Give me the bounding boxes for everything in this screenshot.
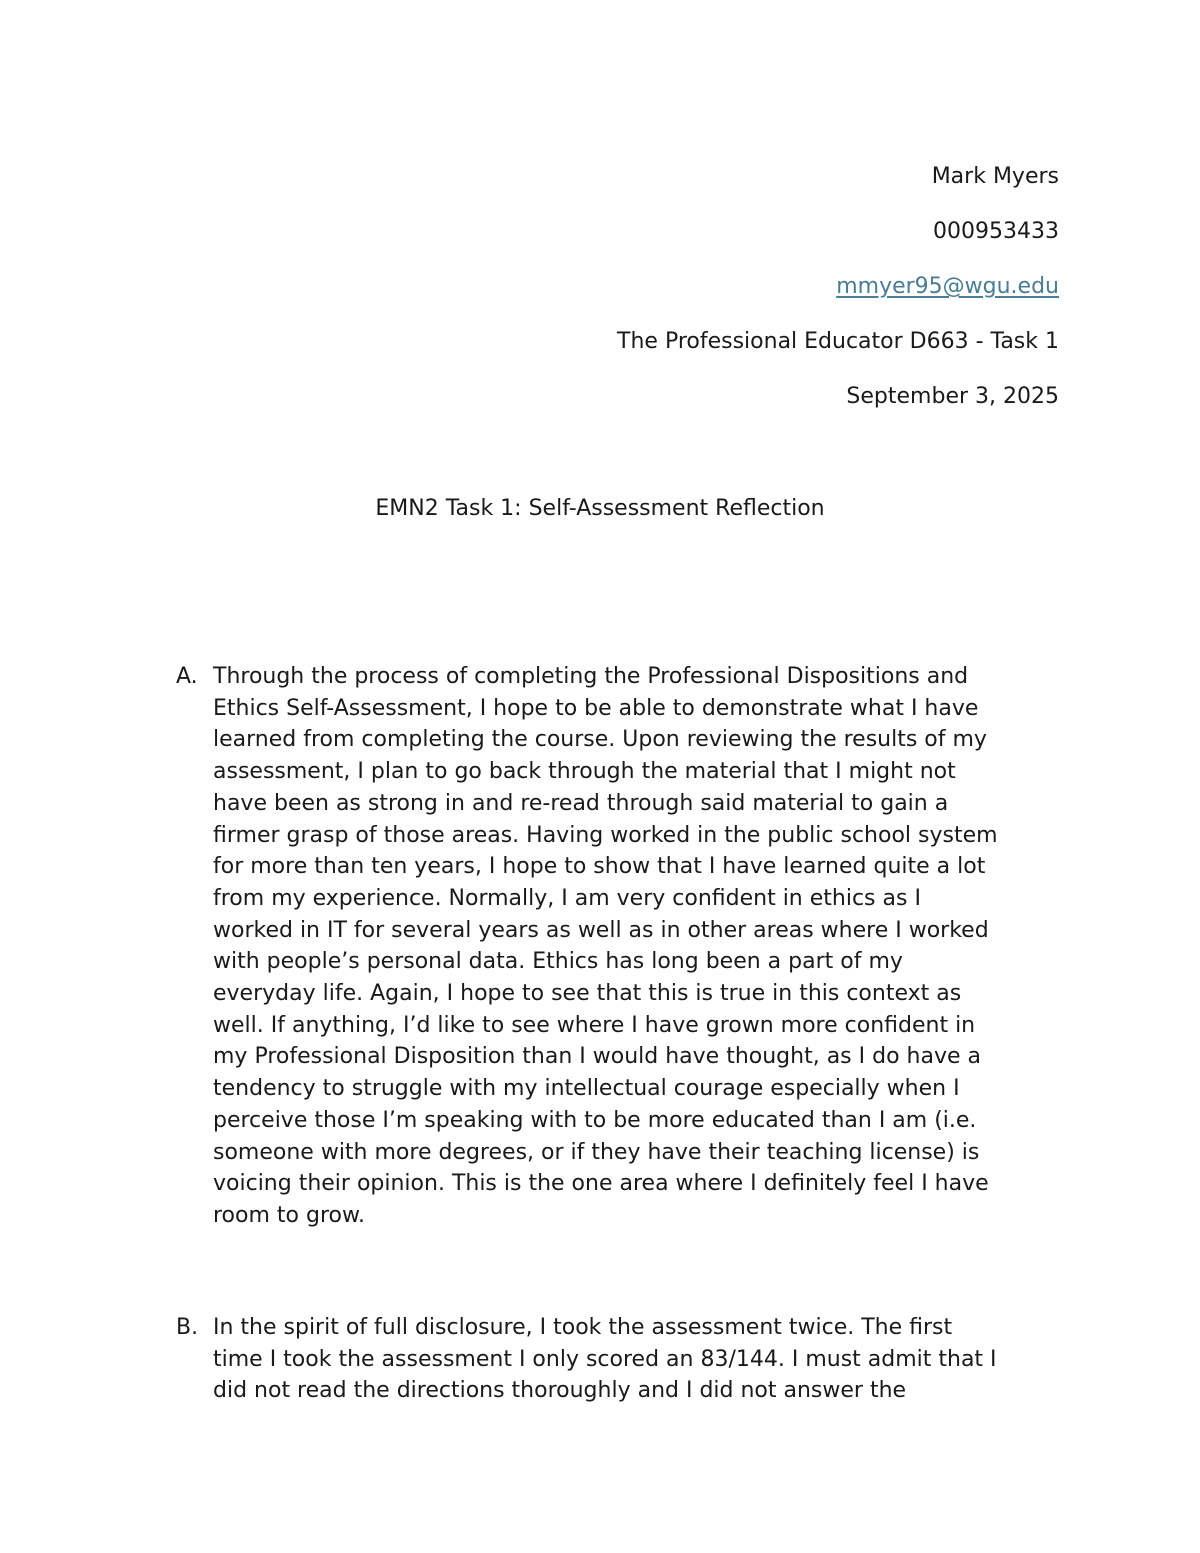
email-link[interactable]: mmyer95@wgu.edu	[836, 274, 1059, 299]
author-header	[617, 163, 1059, 438]
course-name: The Professional Educator D663 - Task 1	[617, 329, 1059, 354]
document-title: EMN2 Task 1: Self-Assessment Reflection	[375, 496, 825, 521]
section-paragraph: Through the process of completing the Professional Dispositions and Ethics Self-Assessment, I hope to be able to demonstrate what I have learned from completing the course. Upon reviewing the results of my assessment, I plan to go back through the material that I might not have been as strong in and re-read through said material to gain a firmer grasp of those areas. Having worked in the public school system for more than ten years, I hope to show that I have learned quite a lot from my experience. Normally, I am very confident in ethics as I worked in IT for several years as well as in other areas where I worked with people’s personal data. Ethics has long been a part of my everyday life. Again, I hope to see that this is true in this context as well. If anything, I’d like to see where I have grown more confident in my Professional Disposition than I would have thought, as I do have a tendency to struggle with my intellectual courage especially when I perceive those I’m speaking with to be more educated than I am (i.e. someone with more degrees, or if they have their teaching license) is voicing their opinion. This is the one area where I definitely feel I have room to grow.	[213, 664, 998, 1228]
author-name: Mark Myers	[931, 164, 1059, 189]
section-paragraph: In the spirit of full disclosure, I took the assessment twice. The first time I took the assessment I only scored an 83/144. I must admit that I did not read the directions thoroughly and I did not answer the	[213, 1315, 997, 1404]
section-a	[176, 661, 1066, 1232]
section-b	[176, 1312, 1066, 1407]
section-marker: A.	[176, 664, 198, 689]
student-id: 000953433	[933, 219, 1059, 244]
submission-date: September 3, 2025	[846, 384, 1059, 409]
section-marker: B.	[176, 1315, 199, 1340]
